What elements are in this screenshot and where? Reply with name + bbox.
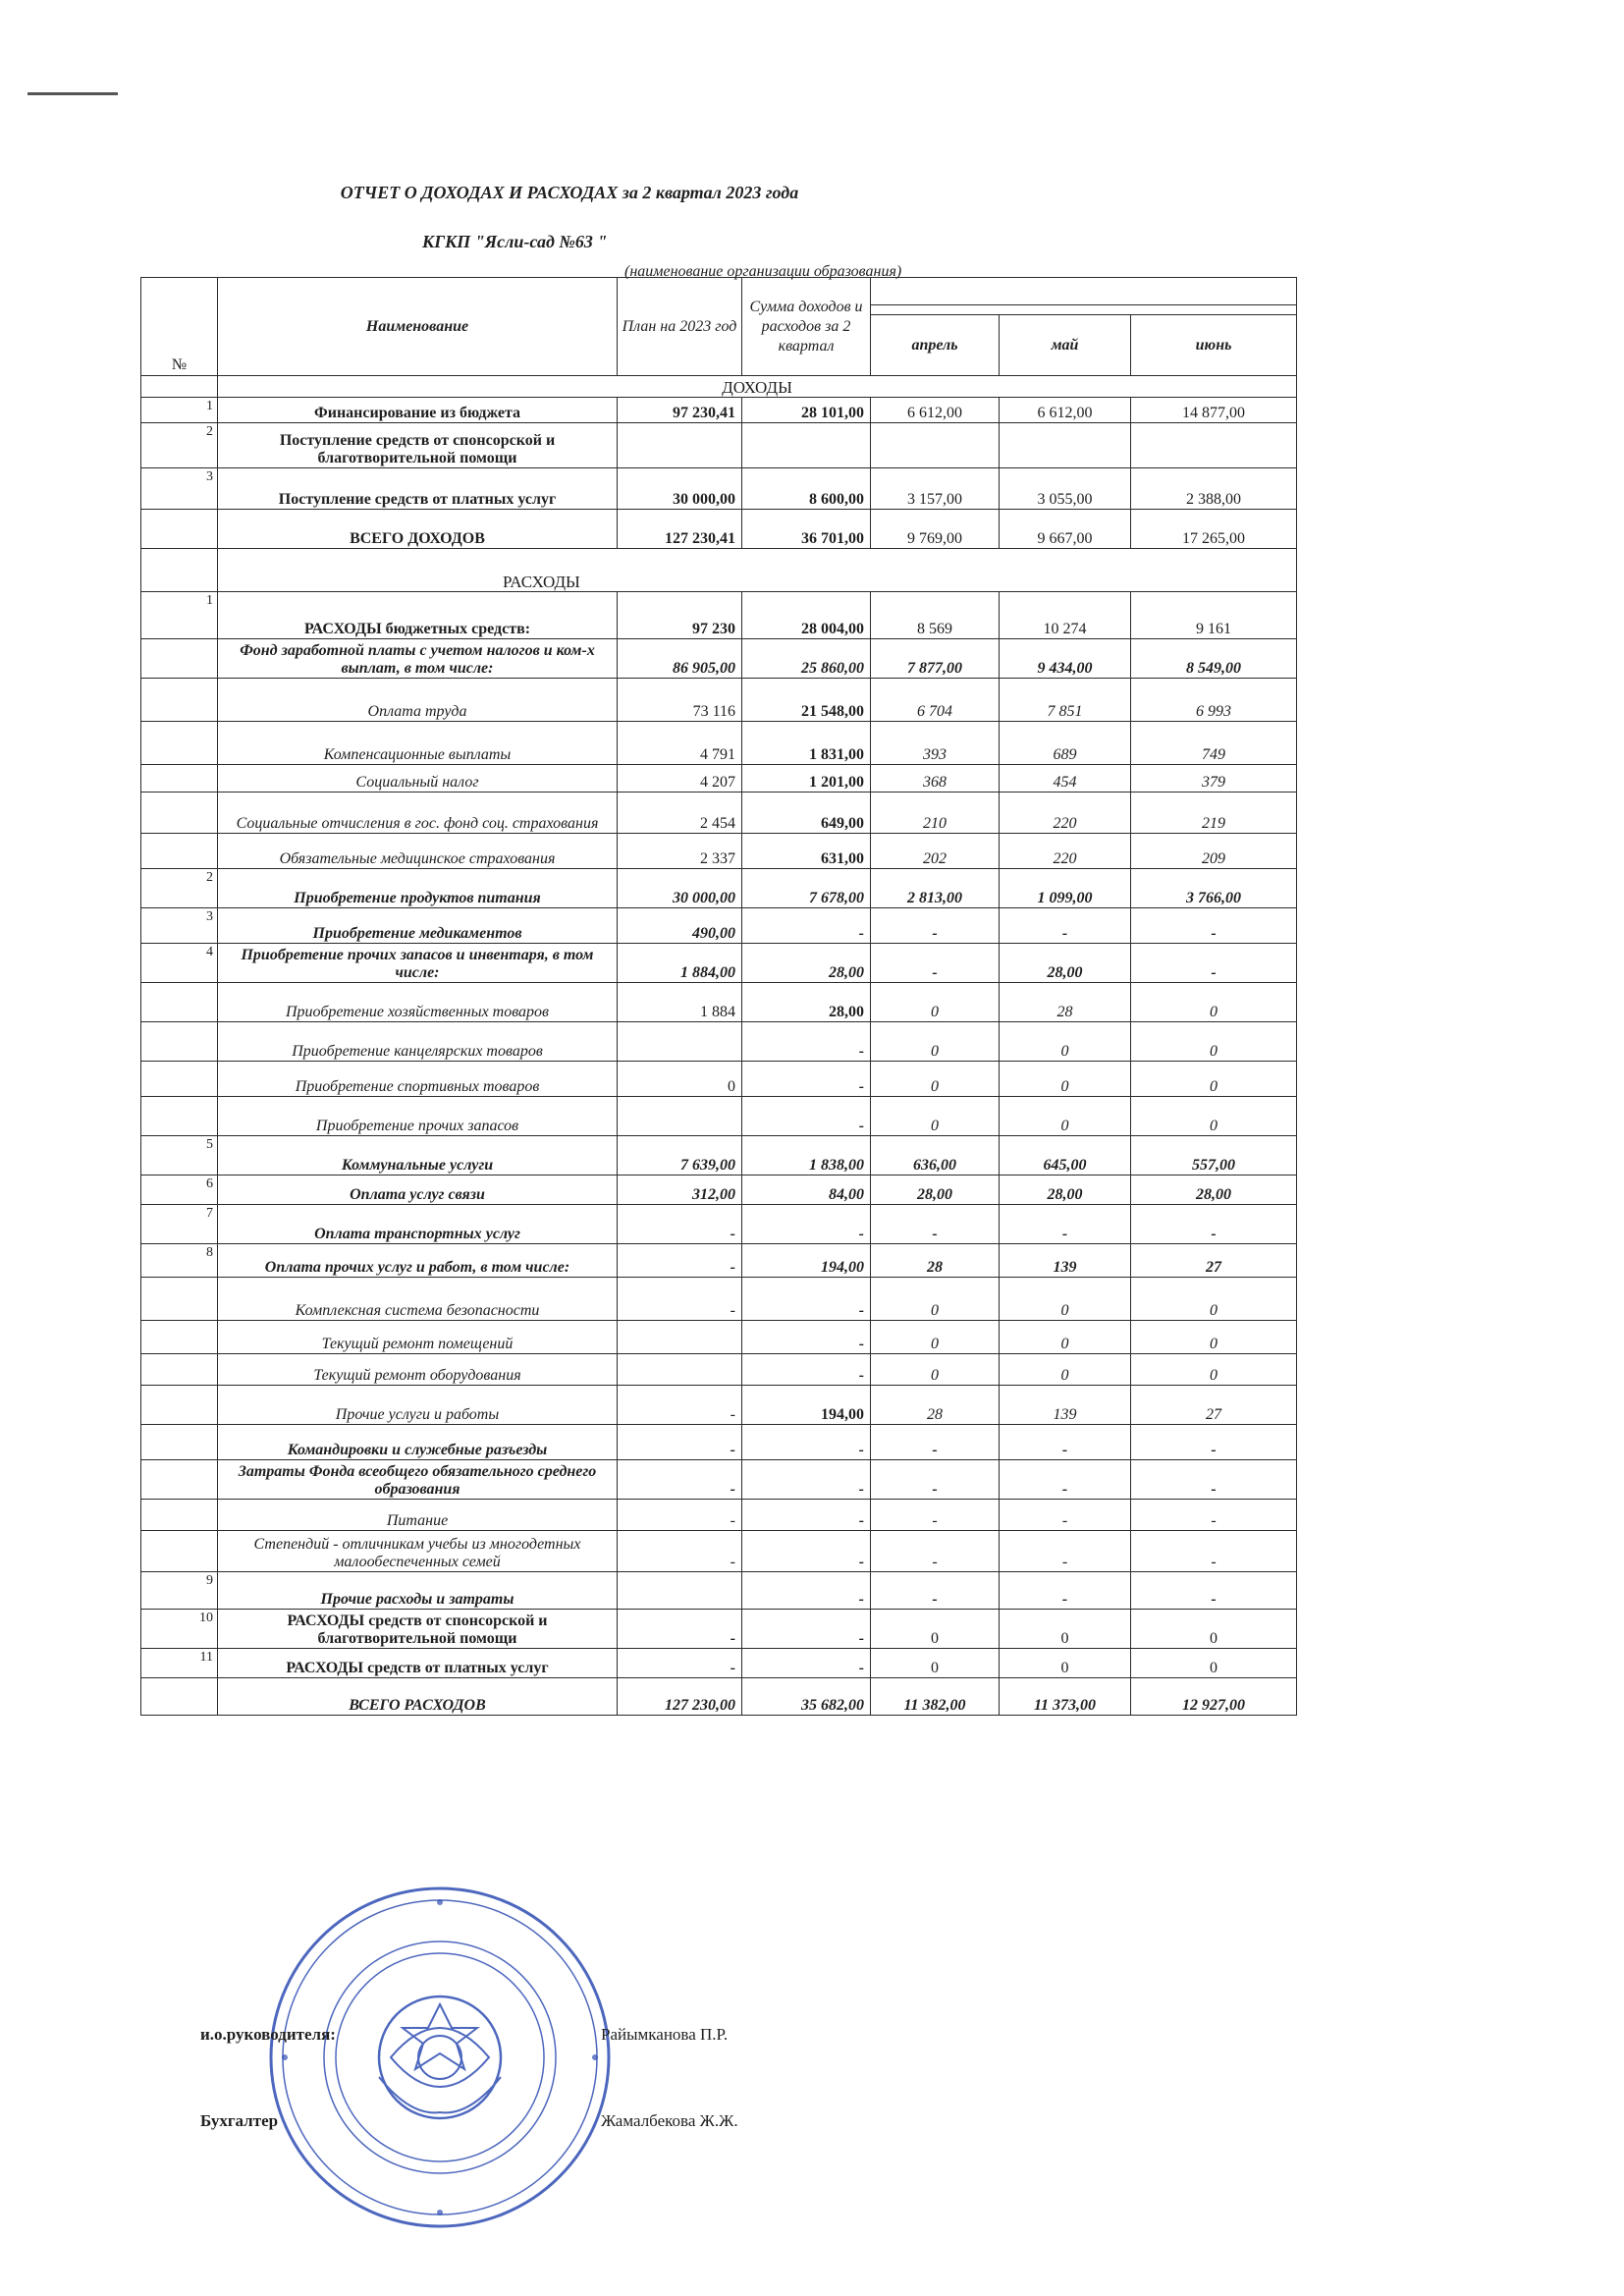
expense-row [141, 1610, 1297, 1649]
cell-no: 8 [141, 1244, 218, 1278]
expense-row [141, 679, 1297, 722]
cell-may: 0 [1000, 1354, 1131, 1386]
expense-row [141, 1244, 1297, 1278]
expense-row [141, 1321, 1297, 1354]
cell-plan: - [618, 1649, 742, 1678]
cell-no: 2 [141, 423, 218, 468]
cell-june: 0 [1131, 1062, 1297, 1097]
header-no: № [141, 278, 218, 376]
header-plan: План на 2023 год [618, 278, 742, 376]
cell-may: 28,00 [1000, 1175, 1131, 1205]
cell-sum: 194,00 [742, 1386, 871, 1425]
cell-name: ВСЕГО РАСХОДОВ [218, 1678, 618, 1716]
cell-sum: 194,00 [742, 1244, 871, 1278]
cell-plan [618, 1097, 742, 1136]
cell-may: 28,00 [1000, 944, 1131, 983]
income-section-title: ДОХОДЫ [218, 376, 1297, 398]
organization-caption: (наименование организации образования) [624, 263, 902, 280]
cell-june: - [1131, 1460, 1297, 1500]
cell-may: 454 [1000, 765, 1131, 793]
accountant-label: Бухгалтер [200, 2111, 279, 2130]
expense-row [141, 983, 1297, 1022]
cell-june: 27 [1131, 1244, 1297, 1278]
expense-section-no [141, 549, 218, 592]
cell-sum: - [742, 1354, 871, 1386]
cell-june: 557,00 [1131, 1136, 1297, 1175]
report-table [140, 277, 1297, 1716]
cell-sum [742, 423, 871, 468]
cell-sum: 8 600,00 [742, 468, 871, 510]
expense-row [141, 1278, 1297, 1321]
cell-sum: - [742, 1649, 871, 1678]
cell-june: 379 [1131, 765, 1297, 793]
cell-name: Комплексная система безопасности [218, 1278, 618, 1321]
cell-june: 3 766,00 [1131, 869, 1297, 908]
cell-june: 14 877,00 [1131, 398, 1297, 423]
cell-plan: 97 230 [618, 592, 742, 639]
cell-sum: 36 701,00 [742, 510, 871, 549]
cell-april: - [871, 1500, 1000, 1531]
expense-row [141, 1205, 1297, 1244]
income-row [141, 423, 1297, 468]
cell-sum: 1 838,00 [742, 1136, 871, 1175]
cell-name: Оплата труда [218, 679, 618, 722]
cell-no: 1 [141, 398, 218, 423]
cell-sum: 7 678,00 [742, 869, 871, 908]
cell-april [871, 423, 1000, 468]
cell-april: - [871, 908, 1000, 944]
cell-sum: - [742, 908, 871, 944]
cell-name: Оплата услуг связи [218, 1175, 618, 1205]
cell-no [141, 983, 218, 1022]
cell-may: 9 434,00 [1000, 639, 1131, 679]
cell-plan [618, 1022, 742, 1062]
cell-may: 0 [1000, 1062, 1131, 1097]
cell-june: 8 549,00 [1131, 639, 1297, 679]
expense-row [141, 1649, 1297, 1678]
cell-plan: 86 905,00 [618, 639, 742, 679]
head-label: и.о.руководителя: [200, 2025, 336, 2044]
cell-april: - [871, 1425, 1000, 1460]
expense-row [141, 869, 1297, 908]
cell-name: Приобретение прочих запасов и инвентаря, в том числе: [218, 944, 618, 983]
cell-no [141, 834, 218, 869]
cell-june: 749 [1131, 722, 1297, 765]
cell-april: 28 [871, 1386, 1000, 1425]
header-name: Наименование [218, 278, 618, 376]
cell-april: 393 [871, 722, 1000, 765]
cell-june: - [1131, 1500, 1297, 1531]
cell-name: Приобретение медикаментов [218, 908, 618, 944]
cell-may: - [1000, 1572, 1131, 1610]
cell-name: Приобретение прочих запасов [218, 1097, 618, 1136]
cell-june: 0 [1131, 983, 1297, 1022]
cell-may [1000, 423, 1131, 468]
cell-no: 10 [141, 1610, 218, 1649]
cell-may: 1 099,00 [1000, 869, 1131, 908]
expense-row [141, 793, 1297, 834]
cell-no [141, 765, 218, 793]
cell-name: Поступление средств от спонсорской и благотворительной помощи [218, 423, 618, 468]
cell-may: 7 851 [1000, 679, 1131, 722]
cell-no [141, 639, 218, 679]
cell-june: 219 [1131, 793, 1297, 834]
cell-may: 10 274 [1000, 592, 1131, 639]
cell-june: 0 [1131, 1649, 1297, 1678]
cell-april: 7 877,00 [871, 639, 1000, 679]
expense-row [141, 1572, 1297, 1610]
cell-june: 0 [1131, 1610, 1297, 1649]
expense-row [141, 1531, 1297, 1572]
cell-name: Поступление средств от платных услуг [218, 468, 618, 510]
expense-row [141, 1022, 1297, 1062]
organization-seal [263, 1881, 617, 2234]
cell-june: 0 [1131, 1278, 1297, 1321]
cell-may: 0 [1000, 1278, 1131, 1321]
expense-row [141, 834, 1297, 869]
header-june: июнь [1131, 315, 1297, 376]
cell-april: 210 [871, 793, 1000, 834]
expense-row [141, 1097, 1297, 1136]
cell-may: - [1000, 908, 1131, 944]
cell-plan: - [618, 1386, 742, 1425]
cell-april: 3 157,00 [871, 468, 1000, 510]
cell-april: 2 813,00 [871, 869, 1000, 908]
cell-sum: 28,00 [742, 983, 871, 1022]
cell-plan: - [618, 1460, 742, 1500]
cell-name: Степендий - отличникам учебы из многодетных малообеспеченных семей [218, 1531, 618, 1572]
cell-no [141, 1500, 218, 1531]
cell-june: - [1131, 944, 1297, 983]
expense-row [141, 722, 1297, 765]
cell-may: - [1000, 1205, 1131, 1244]
header-months-group [871, 278, 1297, 305]
cell-plan: 2 337 [618, 834, 742, 869]
income-row [141, 468, 1297, 510]
cell-sum: - [742, 1097, 871, 1136]
cell-may: 220 [1000, 834, 1131, 869]
cell-plan [618, 1572, 742, 1610]
cell-sum: - [742, 1531, 871, 1572]
cell-sum: 1 831,00 [742, 722, 871, 765]
cell-name: Фонд заработной платы с учетом налогов и ком-х выплат, в том числе: [218, 639, 618, 679]
cell-no: 2 [141, 869, 218, 908]
cell-no [141, 1321, 218, 1354]
head-signature-label [200, 2025, 336, 2045]
expense-row [141, 765, 1297, 793]
header-sum: Сумма доходов и расходов за 2 квартал [742, 278, 871, 376]
cell-may: 9 667,00 [1000, 510, 1131, 549]
scan-corner-mark [27, 92, 118, 95]
report-title: ОТЧЕТ О ДОХОДАХ И РАСХОДАХ за 2 квартал 2023 года [340, 183, 799, 202]
cell-plan: 127 230,41 [618, 510, 742, 549]
cell-april: 0 [871, 1610, 1000, 1649]
cell-no: 3 [141, 908, 218, 944]
expense-row [141, 944, 1297, 983]
cell-sum: 1 201,00 [742, 765, 871, 793]
cell-plan: 30 000,00 [618, 869, 742, 908]
cell-plan: 4 791 [618, 722, 742, 765]
cell-june: 0 [1131, 1321, 1297, 1354]
cell-name: Приобретение канцелярских товаров [218, 1022, 618, 1062]
cell-name: Затраты Фонда всеобщего обязательного среднего образования [218, 1460, 618, 1500]
cell-plan: - [618, 1244, 742, 1278]
cell-name: Питание [218, 1500, 618, 1531]
cell-name: Обязательные медицинское страхования [218, 834, 618, 869]
cell-name: Текущий ремонт помещений [218, 1321, 618, 1354]
cell-may: 0 [1000, 1649, 1131, 1678]
cell-name: Приобретение хозяйственных товаров [218, 983, 618, 1022]
cell-no [141, 1022, 218, 1062]
cell-may: 0 [1000, 1610, 1131, 1649]
cell-plan: 97 230,41 [618, 398, 742, 423]
cell-name: РАСХОДЫ бюджетных средств: [218, 592, 618, 639]
cell-name: Командировки и служебные разъезды [218, 1425, 618, 1460]
cell-june: 17 265,00 [1131, 510, 1297, 549]
cell-plan: 127 230,00 [618, 1678, 742, 1716]
organization-name: КГКП "Ясли-сад №63 " [422, 232, 608, 251]
cell-june: - [1131, 1205, 1297, 1244]
expense-row [141, 1386, 1297, 1425]
cell-no: 6 [141, 1175, 218, 1205]
cell-sum: - [742, 1425, 871, 1460]
cell-no [141, 1278, 218, 1321]
cell-name: Социальный налог [218, 765, 618, 793]
cell-june [1131, 423, 1297, 468]
cell-april: 9 769,00 [871, 510, 1000, 549]
cell-may: 645,00 [1000, 1136, 1131, 1175]
cell-may: 139 [1000, 1386, 1131, 1425]
cell-june: 0 [1131, 1354, 1297, 1386]
cell-april: 0 [871, 1022, 1000, 1062]
cell-june: - [1131, 1425, 1297, 1460]
cell-plan: 0 [618, 1062, 742, 1097]
cell-no: 7 [141, 1205, 218, 1244]
cell-april: - [871, 1531, 1000, 1572]
cell-plan [618, 1321, 742, 1354]
cell-no [141, 679, 218, 722]
cell-may: 689 [1000, 722, 1131, 765]
cell-sum: - [742, 1500, 871, 1531]
cell-may: 0 [1000, 1097, 1131, 1136]
cell-name: Социальные отчисления в гос. фонд соц. страхования [218, 793, 618, 834]
cell-april: 0 [871, 983, 1000, 1022]
cell-april: 636,00 [871, 1136, 1000, 1175]
income-row [141, 398, 1297, 423]
cell-sum: 25 860,00 [742, 639, 871, 679]
cell-no [141, 1097, 218, 1136]
cell-plan: 312,00 [618, 1175, 742, 1205]
cell-name: Приобретение продуктов питания [218, 869, 618, 908]
cell-sum: 631,00 [742, 834, 871, 869]
cell-no: 4 [141, 944, 218, 983]
cell-plan: - [618, 1500, 742, 1531]
cell-june: - [1131, 1531, 1297, 1572]
cell-name: Компенсационные выплаты [218, 722, 618, 765]
cell-sum: 84,00 [742, 1175, 871, 1205]
cell-plan: - [618, 1278, 742, 1321]
cell-june: 0 [1131, 1022, 1297, 1062]
cell-plan: 7 639,00 [618, 1136, 742, 1175]
cell-no: 9 [141, 1572, 218, 1610]
income-section-no [141, 376, 218, 398]
head-name: Райымканова П.Р. [601, 2025, 729, 2044]
cell-plan: 1 884 [618, 983, 742, 1022]
cell-sum: 28 101,00 [742, 398, 871, 423]
expense-row [141, 639, 1297, 679]
cell-april: 28,00 [871, 1175, 1000, 1205]
income-total-row [141, 510, 1297, 549]
cell-name: Финансирование из бюджета [218, 398, 618, 423]
cell-no: 1 [141, 592, 218, 639]
cell-june: 27 [1131, 1386, 1297, 1425]
cell-no [141, 793, 218, 834]
cell-plan: - [618, 1610, 742, 1649]
cell-may: 6 612,00 [1000, 398, 1131, 423]
cell-may: - [1000, 1500, 1131, 1531]
cell-plan: 2 454 [618, 793, 742, 834]
cell-name: Оплата прочих услуг и работ, в том числе: [218, 1244, 618, 1278]
cell-april: 6 612,00 [871, 398, 1000, 423]
cell-june: 0 [1131, 1097, 1297, 1136]
cell-no [141, 1062, 218, 1097]
cell-sum: - [742, 1321, 871, 1354]
cell-april: 0 [871, 1278, 1000, 1321]
cell-plan [618, 1354, 742, 1386]
cell-no [141, 1531, 218, 1572]
expense-total-row [141, 1678, 1297, 1716]
cell-april: 8 569 [871, 592, 1000, 639]
expense-row [141, 1062, 1297, 1097]
cell-may: 28 [1000, 983, 1131, 1022]
cell-plan: 490,00 [618, 908, 742, 944]
cell-june: 6 993 [1131, 679, 1297, 722]
cell-plan: 4 207 [618, 765, 742, 793]
cell-sum: 35 682,00 [742, 1678, 871, 1716]
cell-name: ВСЕГО ДОХОДОВ [218, 510, 618, 549]
header-april: апрель [871, 315, 1000, 376]
expense-row [141, 592, 1297, 639]
cell-may: - [1000, 1460, 1131, 1500]
cell-name: Прочие расходы и затраты [218, 1572, 618, 1610]
cell-sum: 649,00 [742, 793, 871, 834]
cell-plan: - [618, 1531, 742, 1572]
cell-may: - [1000, 1425, 1131, 1460]
cell-sum: - [742, 1022, 871, 1062]
cell-sum: - [742, 1460, 871, 1500]
header-may: май [1000, 315, 1131, 376]
cell-sum: 28 004,00 [742, 592, 871, 639]
cell-june: - [1131, 908, 1297, 944]
cell-name: Оплата транспортных услуг [218, 1205, 618, 1244]
cell-plan [618, 423, 742, 468]
cell-may: 0 [1000, 1022, 1131, 1062]
cell-plan: - [618, 1425, 742, 1460]
cell-sum: - [742, 1572, 871, 1610]
cell-april: - [871, 1460, 1000, 1500]
expense-row [141, 1354, 1297, 1386]
cell-no [141, 722, 218, 765]
expense-section-title: РАСХОДЫ [218, 549, 1297, 592]
cell-may: 0 [1000, 1321, 1131, 1354]
cell-sum: - [742, 1610, 871, 1649]
cell-plan: 30 000,00 [618, 468, 742, 510]
cell-no: 11 [141, 1649, 218, 1678]
cell-sum: - [742, 1278, 871, 1321]
cell-april: - [871, 944, 1000, 983]
expense-row [141, 1425, 1297, 1460]
header-months-spacer [871, 305, 1297, 315]
cell-no: 3 [141, 468, 218, 510]
cell-may: - [1000, 1531, 1131, 1572]
cell-april: 6 704 [871, 679, 1000, 722]
expense-row [141, 1175, 1297, 1205]
expense-row [141, 908, 1297, 944]
expense-row [141, 1136, 1297, 1175]
cell-name: Приобретение спортивных товаров [218, 1062, 618, 1097]
cell-april: 202 [871, 834, 1000, 869]
cell-april: 0 [871, 1321, 1000, 1354]
cell-april: 11 382,00 [871, 1678, 1000, 1716]
cell-name: Прочие услуги и работы [218, 1386, 618, 1425]
cell-sum: 28,00 [742, 944, 871, 983]
cell-april: 0 [871, 1649, 1000, 1678]
cell-june: 2 388,00 [1131, 468, 1297, 510]
cell-name: Текущий ремонт оборудования [218, 1354, 618, 1386]
cell-sum: 21 548,00 [742, 679, 871, 722]
cell-april: - [871, 1205, 1000, 1244]
cell-no [141, 1386, 218, 1425]
expense-row [141, 1500, 1297, 1531]
cell-no [141, 1460, 218, 1500]
cell-april: 0 [871, 1097, 1000, 1136]
accountant-name: Жамалбекова Ж.Ж. [601, 2111, 738, 2130]
cell-sum: - [742, 1205, 871, 1244]
accountant-signature-label [200, 2111, 278, 2131]
cell-name: РАСХОДЫ средств от платных услуг [218, 1649, 618, 1678]
cell-plan: 1 884,00 [618, 944, 742, 983]
cell-june: 28,00 [1131, 1175, 1297, 1205]
cell-june: - [1131, 1572, 1297, 1610]
cell-name: Коммунальные услуги [218, 1136, 618, 1175]
cell-may: 139 [1000, 1244, 1131, 1278]
expense-row [141, 1460, 1297, 1500]
cell-may: 3 055,00 [1000, 468, 1131, 510]
cell-plan: 73 116 [618, 679, 742, 722]
cell-no [141, 510, 218, 549]
cell-june: 9 161 [1131, 592, 1297, 639]
cell-may: 220 [1000, 793, 1131, 834]
cell-plan: - [618, 1205, 742, 1244]
cell-may: 11 373,00 [1000, 1678, 1131, 1716]
cell-april: - [871, 1572, 1000, 1610]
cell-no: 5 [141, 1136, 218, 1175]
cell-april: 28 [871, 1244, 1000, 1278]
cell-sum: - [742, 1062, 871, 1097]
cell-april: 0 [871, 1062, 1000, 1097]
cell-june: 209 [1131, 834, 1297, 869]
cell-june: 12 927,00 [1131, 1678, 1297, 1716]
cell-no [141, 1354, 218, 1386]
cell-name: РАСХОДЫ средств от спонсорской и благотворительной помощи [218, 1610, 618, 1649]
cell-no [141, 1678, 218, 1716]
cell-no [141, 1425, 218, 1460]
cell-april: 0 [871, 1354, 1000, 1386]
expense-section-row [141, 549, 1297, 592]
cell-april: 368 [871, 765, 1000, 793]
